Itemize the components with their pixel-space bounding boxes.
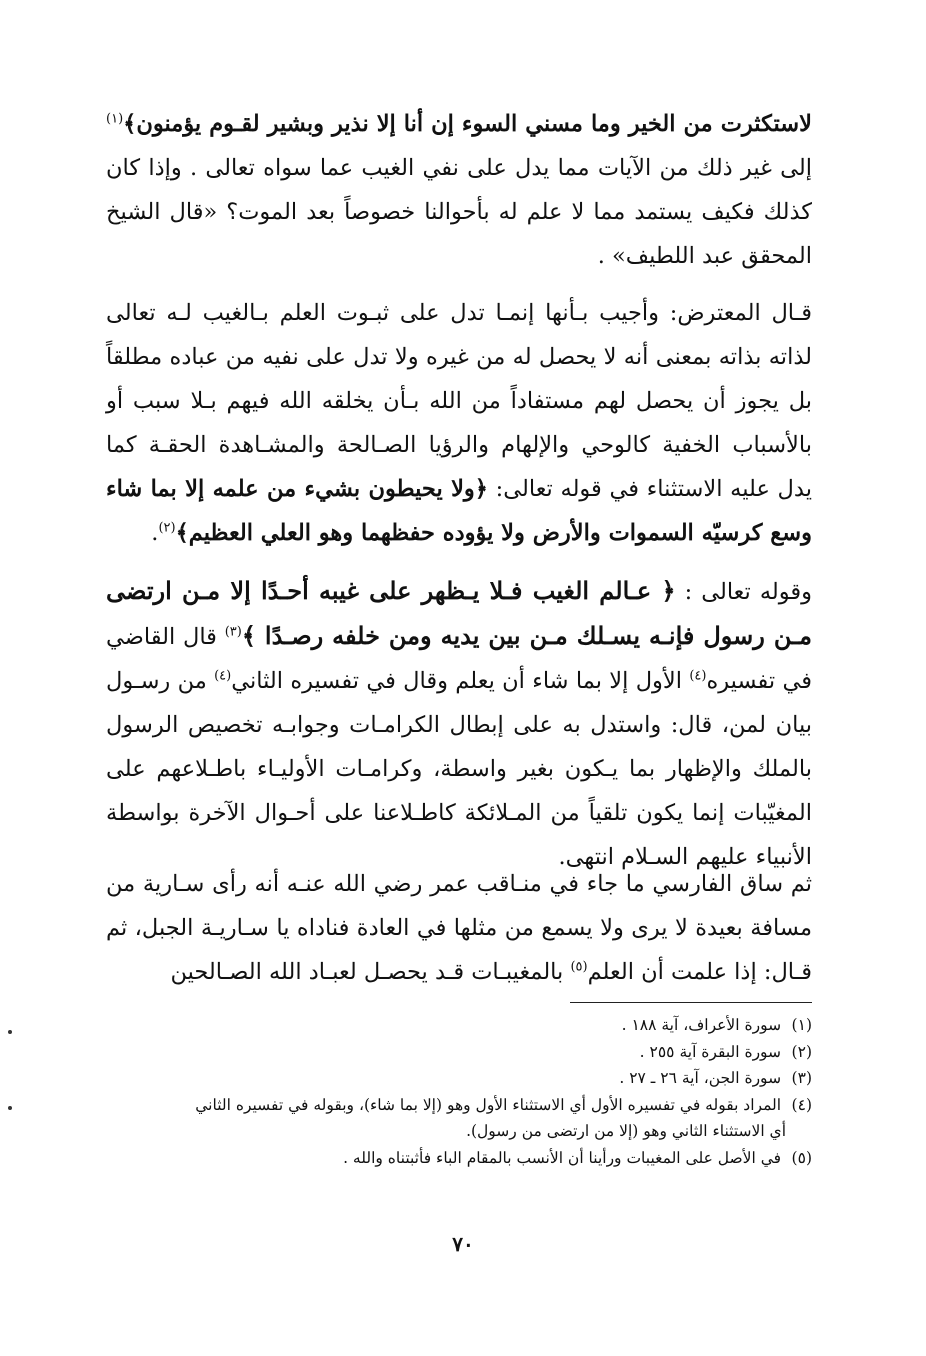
body-text: قـال المعترض: وأجيب بـأنها إنمـا تدل على ثبـوت العلم بـالغيب لـه تعالى لذاته بذاته بمعنى أنه لا يحصل له من غيره ولا تدل على نفيه من عباده مطلقاً بل يجوز أن يحصل لهم مستفاداً من الله بـأن يخلقه الله فيهم بـلا سبب أو بالأسباب الخفية كالوحي والإلهام والرؤيا الصـالحة والمشـاهدة الحقـة كما يدل عليه الاستثناء في قوله تعالى:: [106, 300, 812, 502]
footnote-number: (١): [791, 1016, 812, 1034]
footnote-ref[interactable]: (٢): [158, 520, 176, 536]
footnote-1: [96, 1012, 812, 1039]
footnotes: [96, 1012, 812, 1171]
footnote-4-continued: [96, 1118, 812, 1145]
quran-quote: ﴿ولا يحيطون بشيء من علمه إلا بما شاء وسع كرسيّه السموات والأرض ولا يؤوده حفظهما وهو العلي العظيم﴾: [106, 476, 812, 546]
footnote-3: [96, 1065, 812, 1092]
footnote-ref[interactable]: (٣): [224, 624, 242, 640]
body-text: وقوله تعالى :: [675, 579, 813, 605]
footnote-5: [96, 1145, 812, 1172]
body-text: ثم ساق الفارسي ما جاء في منـاقب عمر رضي الله عنـه أنه رأى سـارية من مسافة بعيدة لا يرى ولا يسمع من مثلها في العادة فناداه يا سـاريـة الجبل، ثم قـال: إذا علمت أن العلم: [106, 871, 812, 985]
paragraph-4: [106, 862, 812, 994]
body-text: قال القاضي في تفسيره: [106, 624, 812, 694]
body-text: إلى غير ذلك من الآيات مما يدل على نفي الغيب عما سواه تعالى . وإذا كان كذلك فكيف يستمد مما لا علم له بأحوالنا خصوصاً بعد الموت؟ «قال الشيخ المحقق عبد اللطيف» .: [106, 155, 812, 269]
quran-quote: لاستكثرت من الخير وما مسني السوء إن أنا إلا نذير وبشير لقـوم يؤمنون﴾: [123, 111, 812, 137]
body-text: الأول إلا بما شاء أن يعلم وقال في تفسيره الثاني: [231, 668, 690, 694]
body-text: من رسـول بيان لمن، قال: واستدل به على إبطال الكرامـات وجوابـه تخصيص الرسول بالملك والإظهار بما يـكون بغير واسطة، وكرامـات الأوليـاء باطـلاعهم على المغيّبات إنما يكون تلقياً من المـلائكة كاطـلاعنا على أحـوال الآخرة بواسطة الأنبياء عليهم السـلام انتهى.: [106, 668, 812, 870]
scan-speck: [8, 1106, 12, 1110]
footnote-ref[interactable]: (٥): [570, 959, 588, 975]
footnote-text: سورة الأعراف، آية ١٨٨ .: [621, 1016, 782, 1034]
footnote-2: [96, 1039, 812, 1066]
footnote-divider: [570, 1002, 812, 1003]
body-text-end: .: [151, 520, 159, 546]
body-text: بالمغيبـات قـد يحصـل لعبـاد الله الصـالحين: [170, 959, 571, 985]
scan-speck: [8, 1030, 12, 1034]
footnote-text: سورة البقرة آية ٢٥٥ .: [639, 1042, 782, 1061]
footnote-number: (٢): [791, 1042, 812, 1061]
paragraph-3: [106, 569, 812, 879]
footnote-4: [96, 1092, 812, 1119]
paragraph-1: [106, 102, 812, 278]
footnote-ref[interactable]: (١): [106, 111, 124, 127]
footnote-number: (٣): [791, 1069, 812, 1087]
quran-quote: ﴿ عـالم الغيب فـلا يـظهر على غيبه أحـدًا إلا مـن ارتضى مـن رسول فإنـه يسـلك مـن بين يديه ومن خلفه رصـدًا ﴾: [106, 576, 813, 650]
footnote-ref[interactable]: (٤): [214, 668, 232, 684]
page-number: ٧٠: [452, 1232, 474, 1256]
footnote-ref[interactable]: (٤): [689, 668, 707, 684]
footnote-text: سورة الجن، آية ٢٦ ـ ٢٧ .: [619, 1069, 782, 1087]
footnote-text: في الأصل على المغيبات ورأينا أن الأنسب بالمقام الباء فأثبتناه والله .: [343, 1148, 782, 1167]
footnote-text: أي الاستثناء الثاني وهو (إلا من ارتضى من رسول).: [466, 1122, 786, 1140]
footnote-text: المراد بقوله في تفسيره الأول أي الاستثناء الأول وهو (إلا بما شاء)، وبقوله في تفسيره الثاني: [195, 1095, 782, 1114]
paragraph-2: [106, 291, 812, 555]
footnote-number: (٥): [791, 1148, 812, 1167]
footnote-number: (٤): [791, 1095, 812, 1114]
